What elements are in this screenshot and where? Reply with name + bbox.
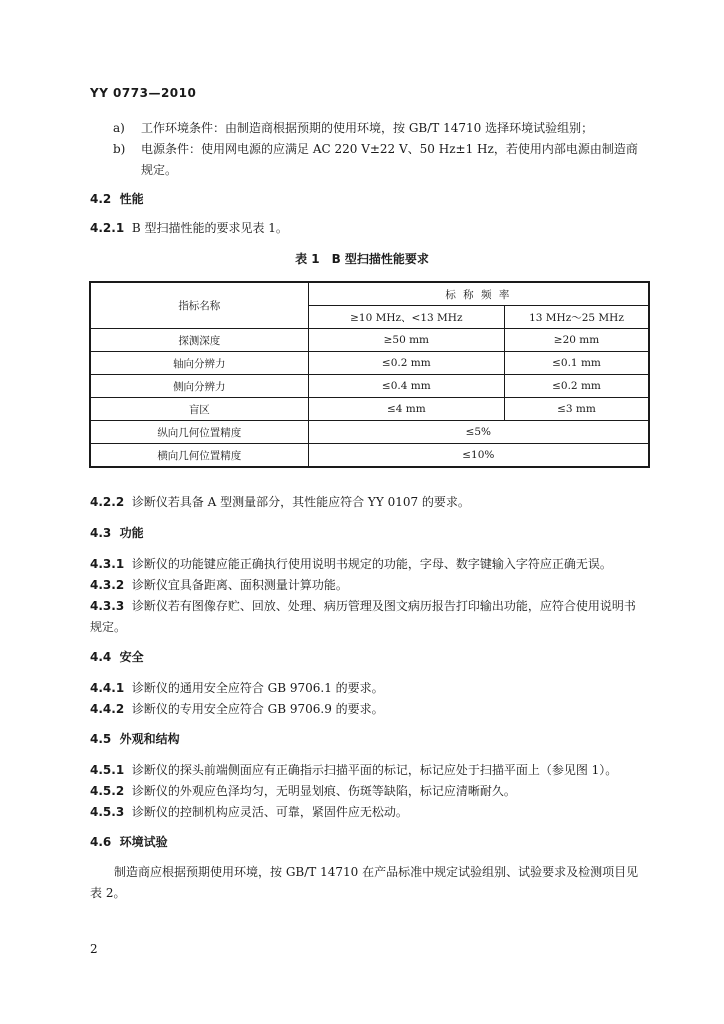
table-header-indicator: 指标名称 <box>90 282 308 329</box>
section-number: 4.3 <box>90 526 112 540</box>
clause-number: 4.5.3 <box>90 805 125 819</box>
table-cell-value: ≤0.4 mm <box>308 375 504 398</box>
table-row <box>90 329 649 352</box>
table-cell-name: 盲区 <box>90 398 308 421</box>
section-number: 4.4 <box>90 650 112 664</box>
table-cell-value: ≤10% <box>308 444 649 468</box>
table-cell-name: 侧向分辨力 <box>90 375 308 398</box>
paragraph-4-5-3 <box>90 804 408 820</box>
table-cell-value: ≥20 mm <box>504 329 649 352</box>
table-header-row <box>90 282 649 306</box>
paragraph-4-6-continuation: 表 2。 <box>90 886 126 900</box>
table-row <box>90 398 649 421</box>
table-cell-name: 横向几何位置精度 <box>90 444 308 468</box>
clause-text: B 型扫描性能的要求见表 1。 <box>131 221 288 235</box>
page-number: 2 <box>90 942 98 956</box>
table-row <box>90 375 649 398</box>
section-number: 4.2 <box>90 192 112 206</box>
list-item-a <box>113 120 125 136</box>
paragraph-4-4-2 <box>90 701 384 717</box>
clause-number: 4.2.2 <box>90 495 125 509</box>
clause-number: 4.2.1 <box>90 221 125 235</box>
section-heading-4-2 <box>90 191 144 207</box>
section-heading-4-6 <box>90 834 168 850</box>
clause-text: 诊断仪的专用安全应符合 GB 9706.9 的要求。 <box>131 702 384 716</box>
clause-number: 4.4.2 <box>90 702 125 716</box>
clause-text: 诊断仪的控制机构应灵活、可靠，紧固件应无松动。 <box>131 805 408 819</box>
section-heading-4-5 <box>90 731 180 747</box>
clause-text: 诊断仪的探头前端侧面应有正确指示扫描平面的标记，标记应处于扫描平面上（参见图 1）。 <box>131 763 618 777</box>
table-subheader-high: 13 MHz～25 MHz <box>504 306 649 329</box>
clause-number: 4.3.3 <box>90 599 125 613</box>
table-header-frequency: 标 称 频 率 <box>308 282 649 306</box>
table-cell-name: 探测深度 <box>90 329 308 352</box>
list-item-b <box>113 141 125 157</box>
clause-text: 诊断仪的功能键应能正确执行使用说明书规定的功能，字母、数字键输入字符应正确无误。 <box>131 557 612 571</box>
table-cell-value: ≤4 mm <box>308 398 504 421</box>
clause-number: 4.5.1 <box>90 763 125 777</box>
list-item-a-text: 工作环境条件：由制造商根据预期的使用环境，按 GB/T 14710 选择环境试验组别； <box>141 121 594 135</box>
standard-header: YY 0773—2010 <box>90 86 197 100</box>
section-title: 环境试验 <box>119 835 168 849</box>
clause-text: 诊断仪的通用安全应符合 GB 9706.1 的要求。 <box>131 681 384 695</box>
section-heading-4-4 <box>90 649 144 665</box>
clause-text: 诊断仪若有图像存贮、回放、处理、病历管理及图文病历报告打印输出功能，应符合使用说明书 <box>131 599 636 613</box>
clause-text: 诊断仪的外观应色泽均匀，无明显划痕、伤斑等缺陷，标记应清晰耐久。 <box>131 784 516 798</box>
paragraph-4-3-3 <box>90 598 636 614</box>
list-item-b-text: 电源条件：使用网电源的应满足 AC 220 V±22 V、50 Hz±1 Hz，若使用内部电源由制造商 <box>141 142 638 156</box>
clause-text: 诊断仪若具备 A 型测量部分，其性能应符合 YY 0107 的要求。 <box>131 495 470 509</box>
performance-table <box>89 281 650 468</box>
clause-number: 4.3.1 <box>90 557 125 571</box>
paragraph-4-3-1 <box>90 556 612 572</box>
table-cell-value: ≥50 mm <box>308 329 504 352</box>
paragraph-4-5-1 <box>90 762 617 778</box>
section-title: 安全 <box>119 650 144 664</box>
section-title: 性能 <box>119 192 144 206</box>
table-caption: 表 1 B 型扫描性能要求 <box>295 252 429 266</box>
table-row <box>90 352 649 375</box>
clause-number: 4.4.1 <box>90 681 125 695</box>
table-row <box>90 444 649 468</box>
table-subheader-low: ≥10 MHz、<13 MHz <box>308 306 504 329</box>
table-cell-value: ≤5% <box>308 421 649 444</box>
clause-number: 4.3.2 <box>90 578 125 592</box>
paragraph-4-6: 制造商应根据预期使用环境，按 GB/T 14710 在产品标准中规定试验组别、试验要求及检测项目见 <box>114 865 639 879</box>
paragraph-4-2-2 <box>90 494 470 510</box>
table-cell-value: ≤0.2 mm <box>504 375 649 398</box>
clause-number: 4.5.2 <box>90 784 125 798</box>
paragraph-4-5-2 <box>90 783 516 799</box>
list-item-b-continuation: 规定。 <box>141 163 178 177</box>
paragraph-4-3-2 <box>90 577 348 593</box>
clause-text: 诊断仪宜具备距离、面积测量计算功能。 <box>131 578 348 592</box>
section-number: 4.6 <box>90 835 112 849</box>
paragraph-4-3-3-continuation: 规定。 <box>90 620 127 634</box>
section-title: 功能 <box>119 526 144 540</box>
list-label: b) <box>113 142 126 156</box>
table-cell-value: ≤0.1 mm <box>504 352 649 375</box>
table-row <box>90 421 649 444</box>
table-cell-value: ≤0.2 mm <box>308 352 504 375</box>
section-title: 外观和结构 <box>119 732 180 746</box>
section-number: 4.5 <box>90 732 112 746</box>
list-label: a) <box>113 121 125 135</box>
table-cell-name: 轴向分辨力 <box>90 352 308 375</box>
table-cell-value: ≤3 mm <box>504 398 649 421</box>
paragraph-4-2-1 <box>90 220 288 236</box>
table-cell-name: 纵向几何位置精度 <box>90 421 308 444</box>
paragraph-4-4-1 <box>90 680 384 696</box>
section-heading-4-3 <box>90 525 144 541</box>
